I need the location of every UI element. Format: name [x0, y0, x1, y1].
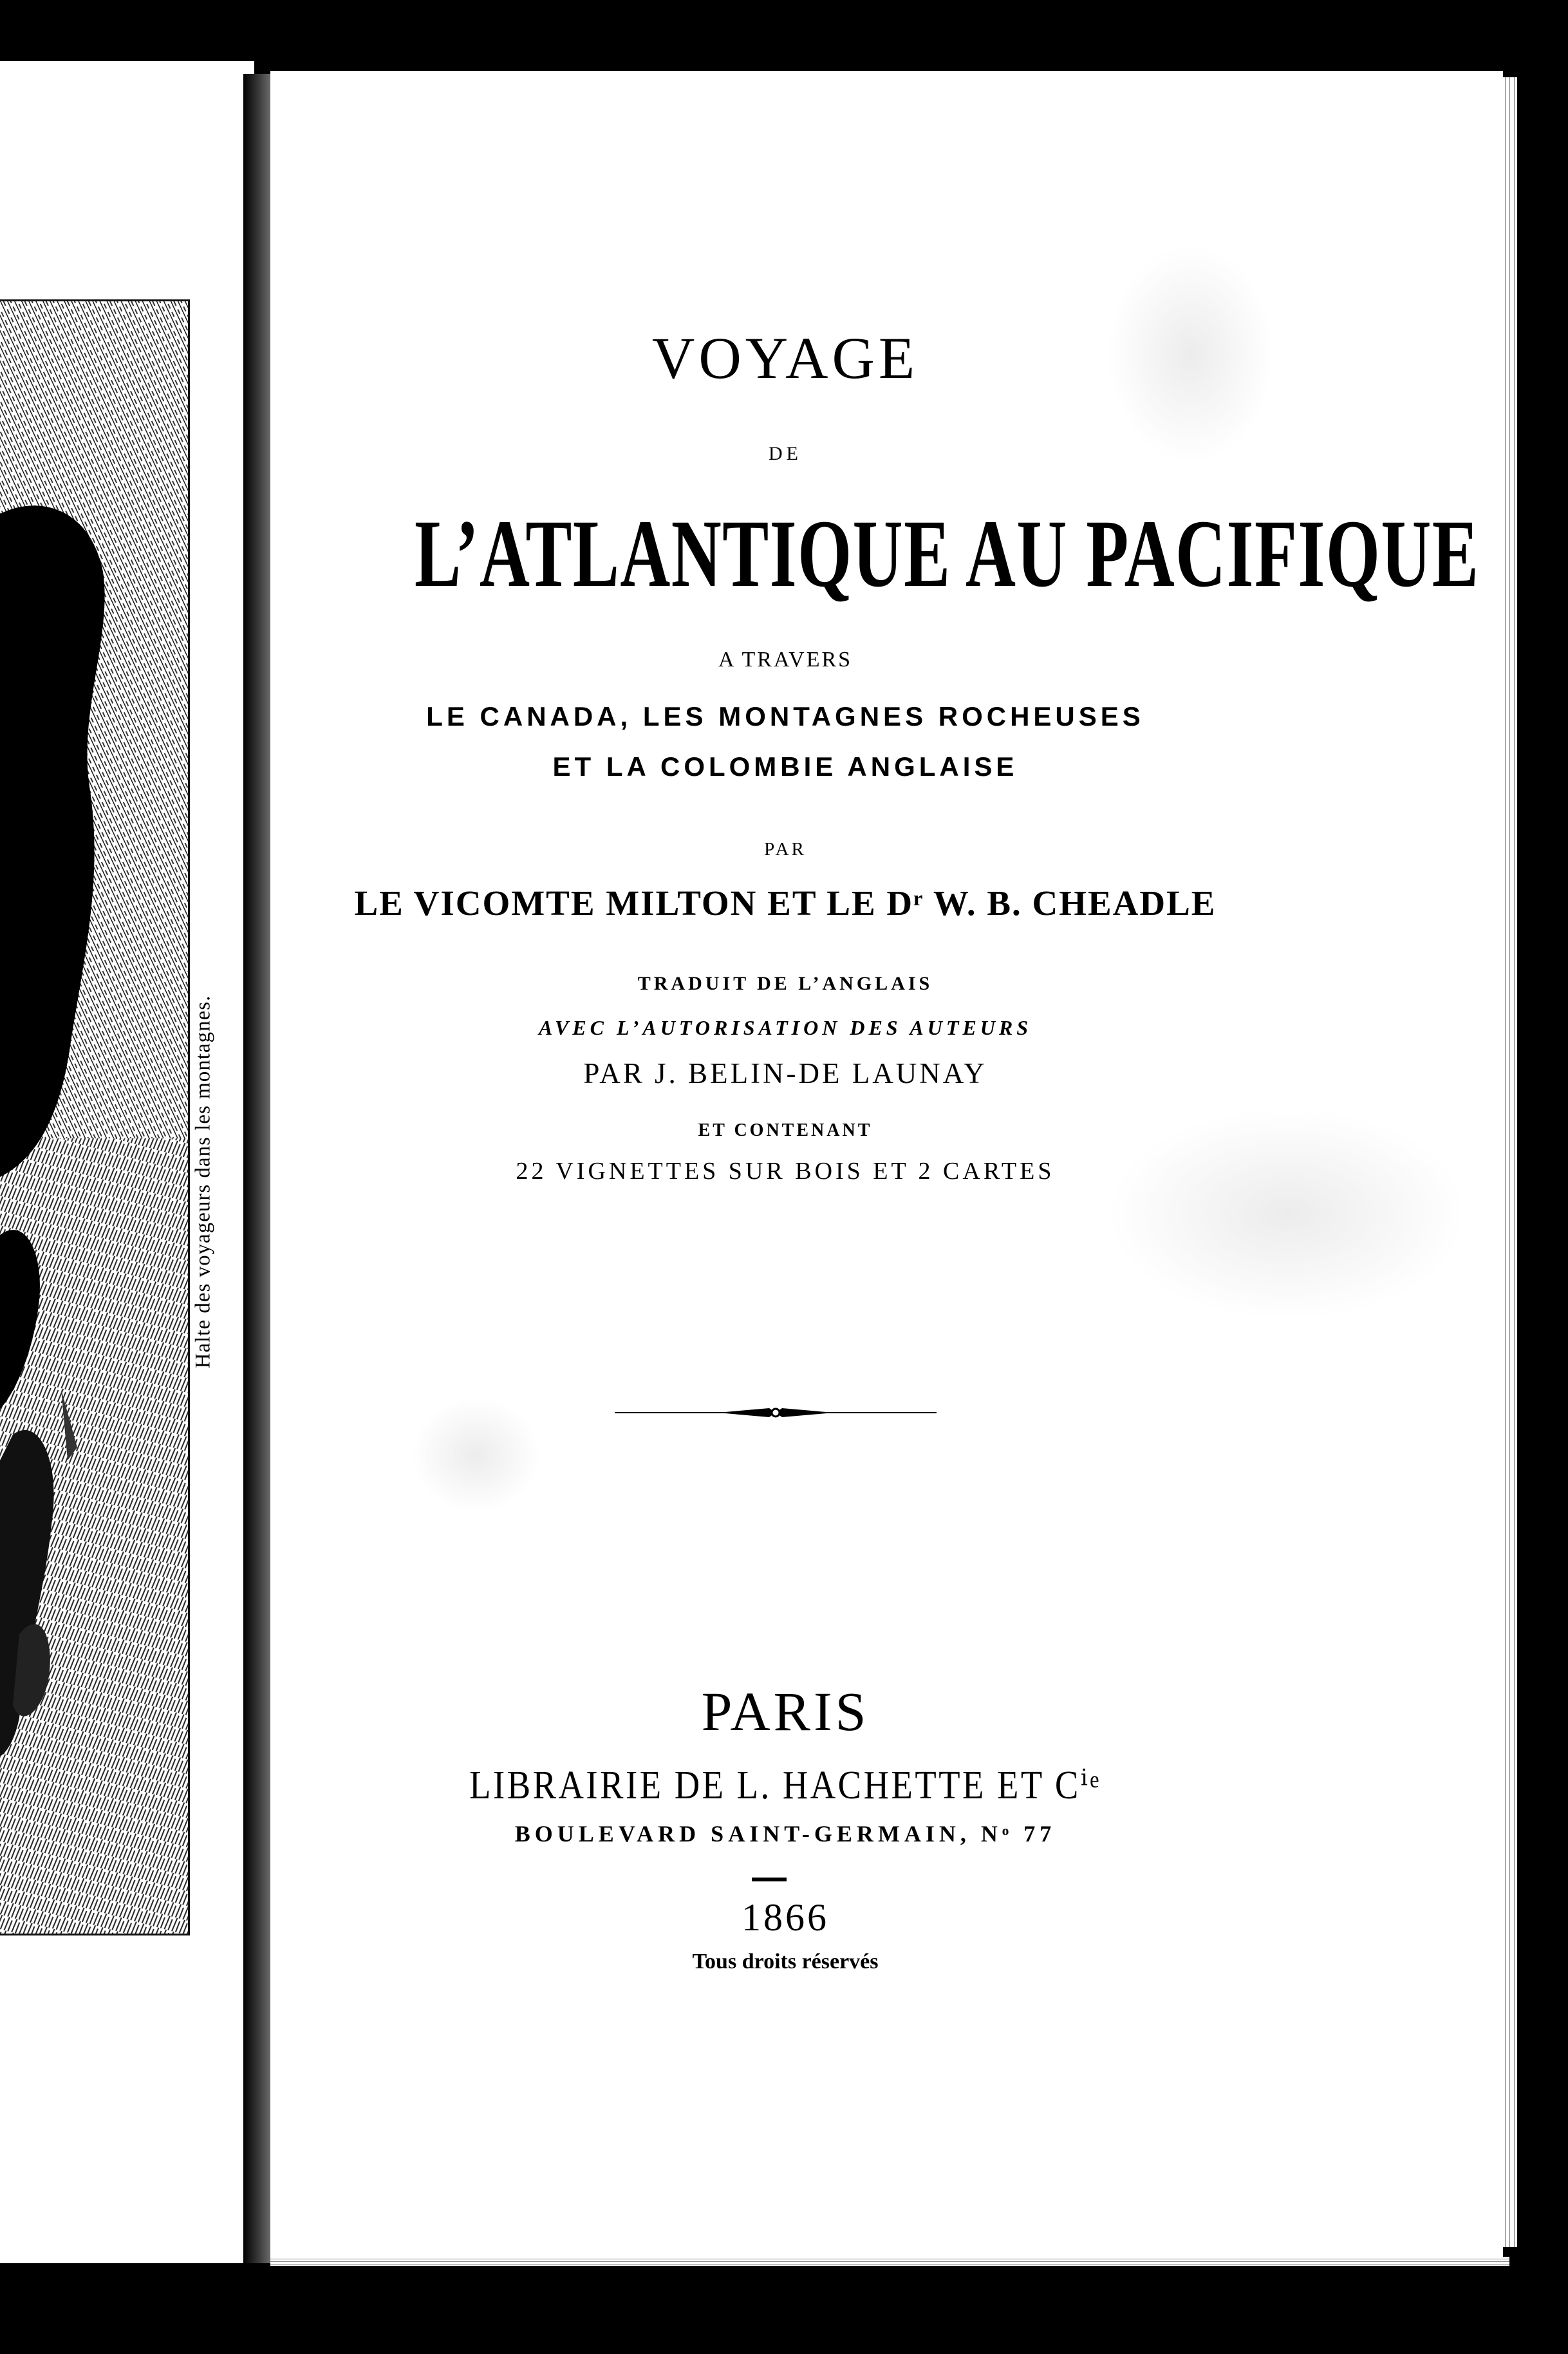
subtitle-line1: LE CANADA, LES MONTAGNES ROCHEUSES [426, 701, 1144, 731]
city: PARIS [701, 1681, 870, 1742]
plate-caption [192, 956, 215, 1407]
title-line1: VOYAGE [651, 325, 919, 391]
left-page [0, 61, 254, 2263]
subtitle-line2: ET LA COLOMBIE ANGLAISE [552, 751, 1018, 782]
bottom-edge [270, 2257, 1509, 2266]
par-label: PAR [764, 839, 807, 860]
authorisation: AVEC L’AUTORISATION DES AUTEURS [538, 1016, 1032, 1039]
publisher: LIBRAIRIE DE L. HACHETTE ET Cⁱᵉ [469, 1764, 1101, 1807]
a-travers: A TRAVERS [718, 648, 853, 672]
title-main: L’ATLANTIQUE AU PACIFIQUE [415, 500, 1480, 607]
vignettes-note: 22 VIGNETTES SUR BOIS ET 2 CARTES [516, 1158, 1055, 1185]
plate-caption-text: Halte des voyageurs dans les montagnes. [191, 995, 215, 1368]
ornament-rule [615, 1404, 937, 1422]
et-contenant: ET CONTENANT [698, 1120, 873, 1140]
title-de: DE [769, 443, 802, 464]
year: 1866 [742, 1896, 829, 1939]
page-edge [1503, 77, 1517, 2247]
rights: Tous droits réservés [692, 1950, 879, 1973]
translated-from: TRADUIT DE L’ANGLAIS [637, 973, 933, 994]
translator: PAR J. BELIN-DE LAUNAY [583, 1057, 987, 1089]
short-rule [752, 1878, 787, 1881]
address: BOULEVARD SAINT-GERMAIN, Nᵒ 77 [514, 1821, 1056, 1847]
frontispiece-engraving [0, 299, 190, 1935]
authors: LE VICOMTE MILTON ET LE Dʳ W. B. CHEADLE [354, 883, 1217, 923]
